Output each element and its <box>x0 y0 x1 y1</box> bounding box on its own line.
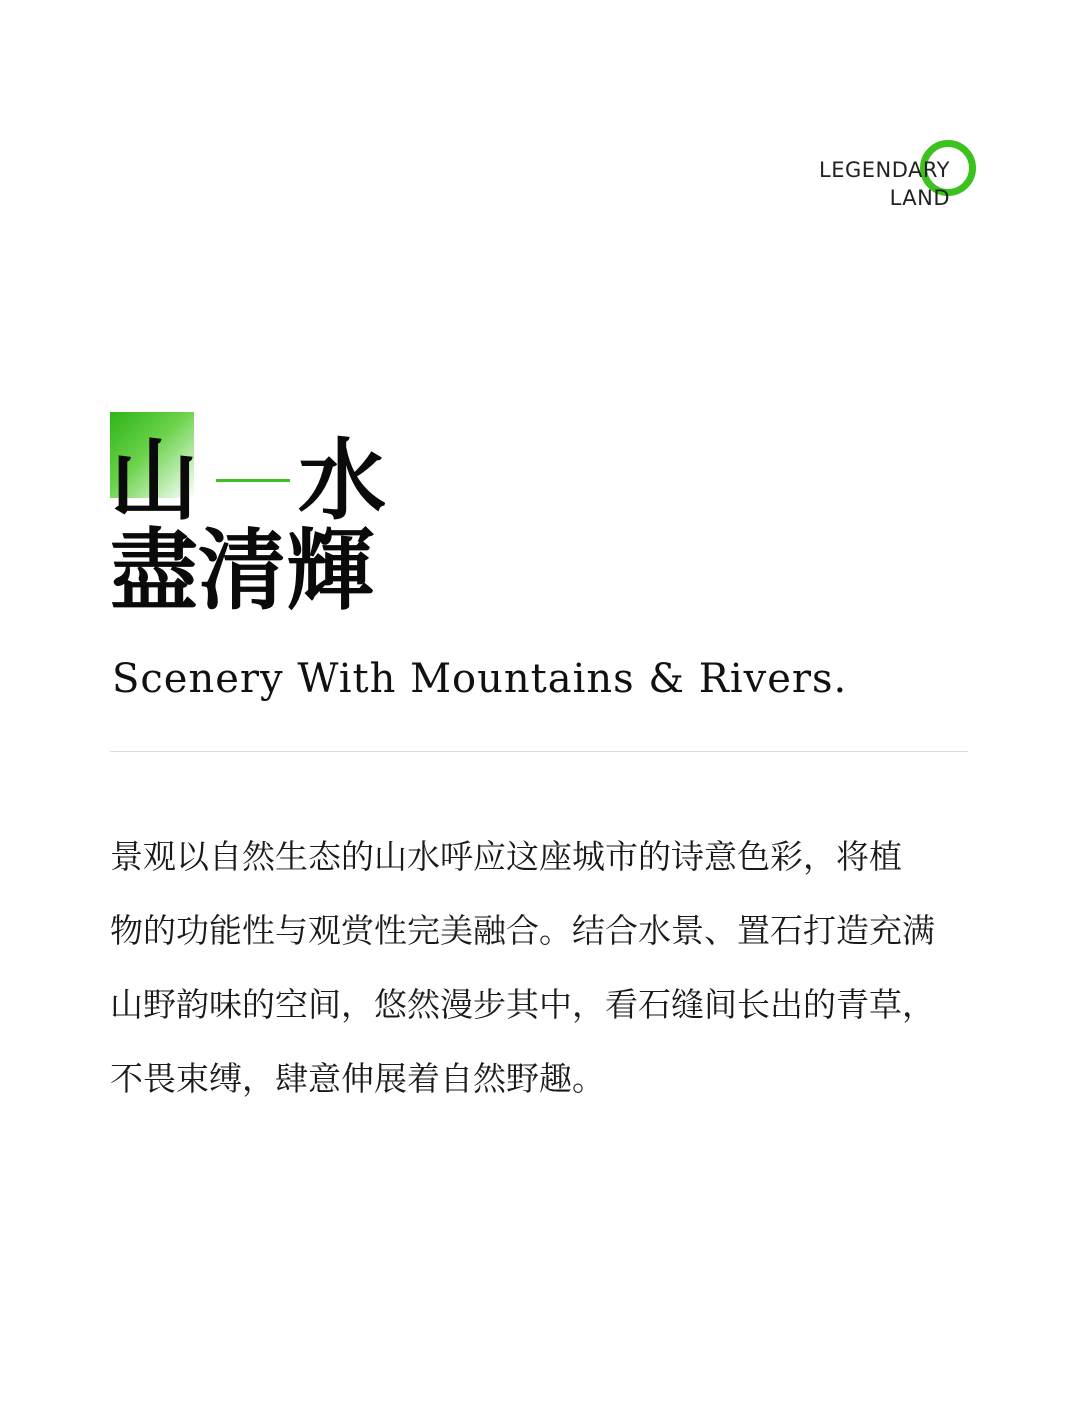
body-line: 景观以自然生态的山水呼应这座城市的诗意色彩，将植 <box>110 837 902 876</box>
divider <box>110 751 968 752</box>
title-line1 <box>110 430 386 530</box>
body-line: 物的功能性与观赏性完美融合。结合水景、置石打造充满 <box>110 911 935 950</box>
body-paragraph <box>110 820 972 1116</box>
logo-text-line2: LAND <box>889 186 950 210</box>
brand-logo <box>780 140 970 220</box>
page-title <box>110 412 510 622</box>
logo-text-line1: LEGENDARY <box>819 158 950 182</box>
title-line2: 盡清輝 <box>110 518 375 622</box>
title-dash <box>216 479 290 482</box>
subtitle: Scenery With Mountains & Rivers. <box>112 656 848 702</box>
title-char-water: 水 <box>298 428 387 532</box>
title-char-mountain: 山 <box>110 428 199 532</box>
body-line: 不畏束缚，肆意伸展着自然野趣。 <box>110 1059 605 1098</box>
body-line: 山野韵味的空间，悠然漫步其中，看石缝间长出的青草， <box>110 985 935 1024</box>
